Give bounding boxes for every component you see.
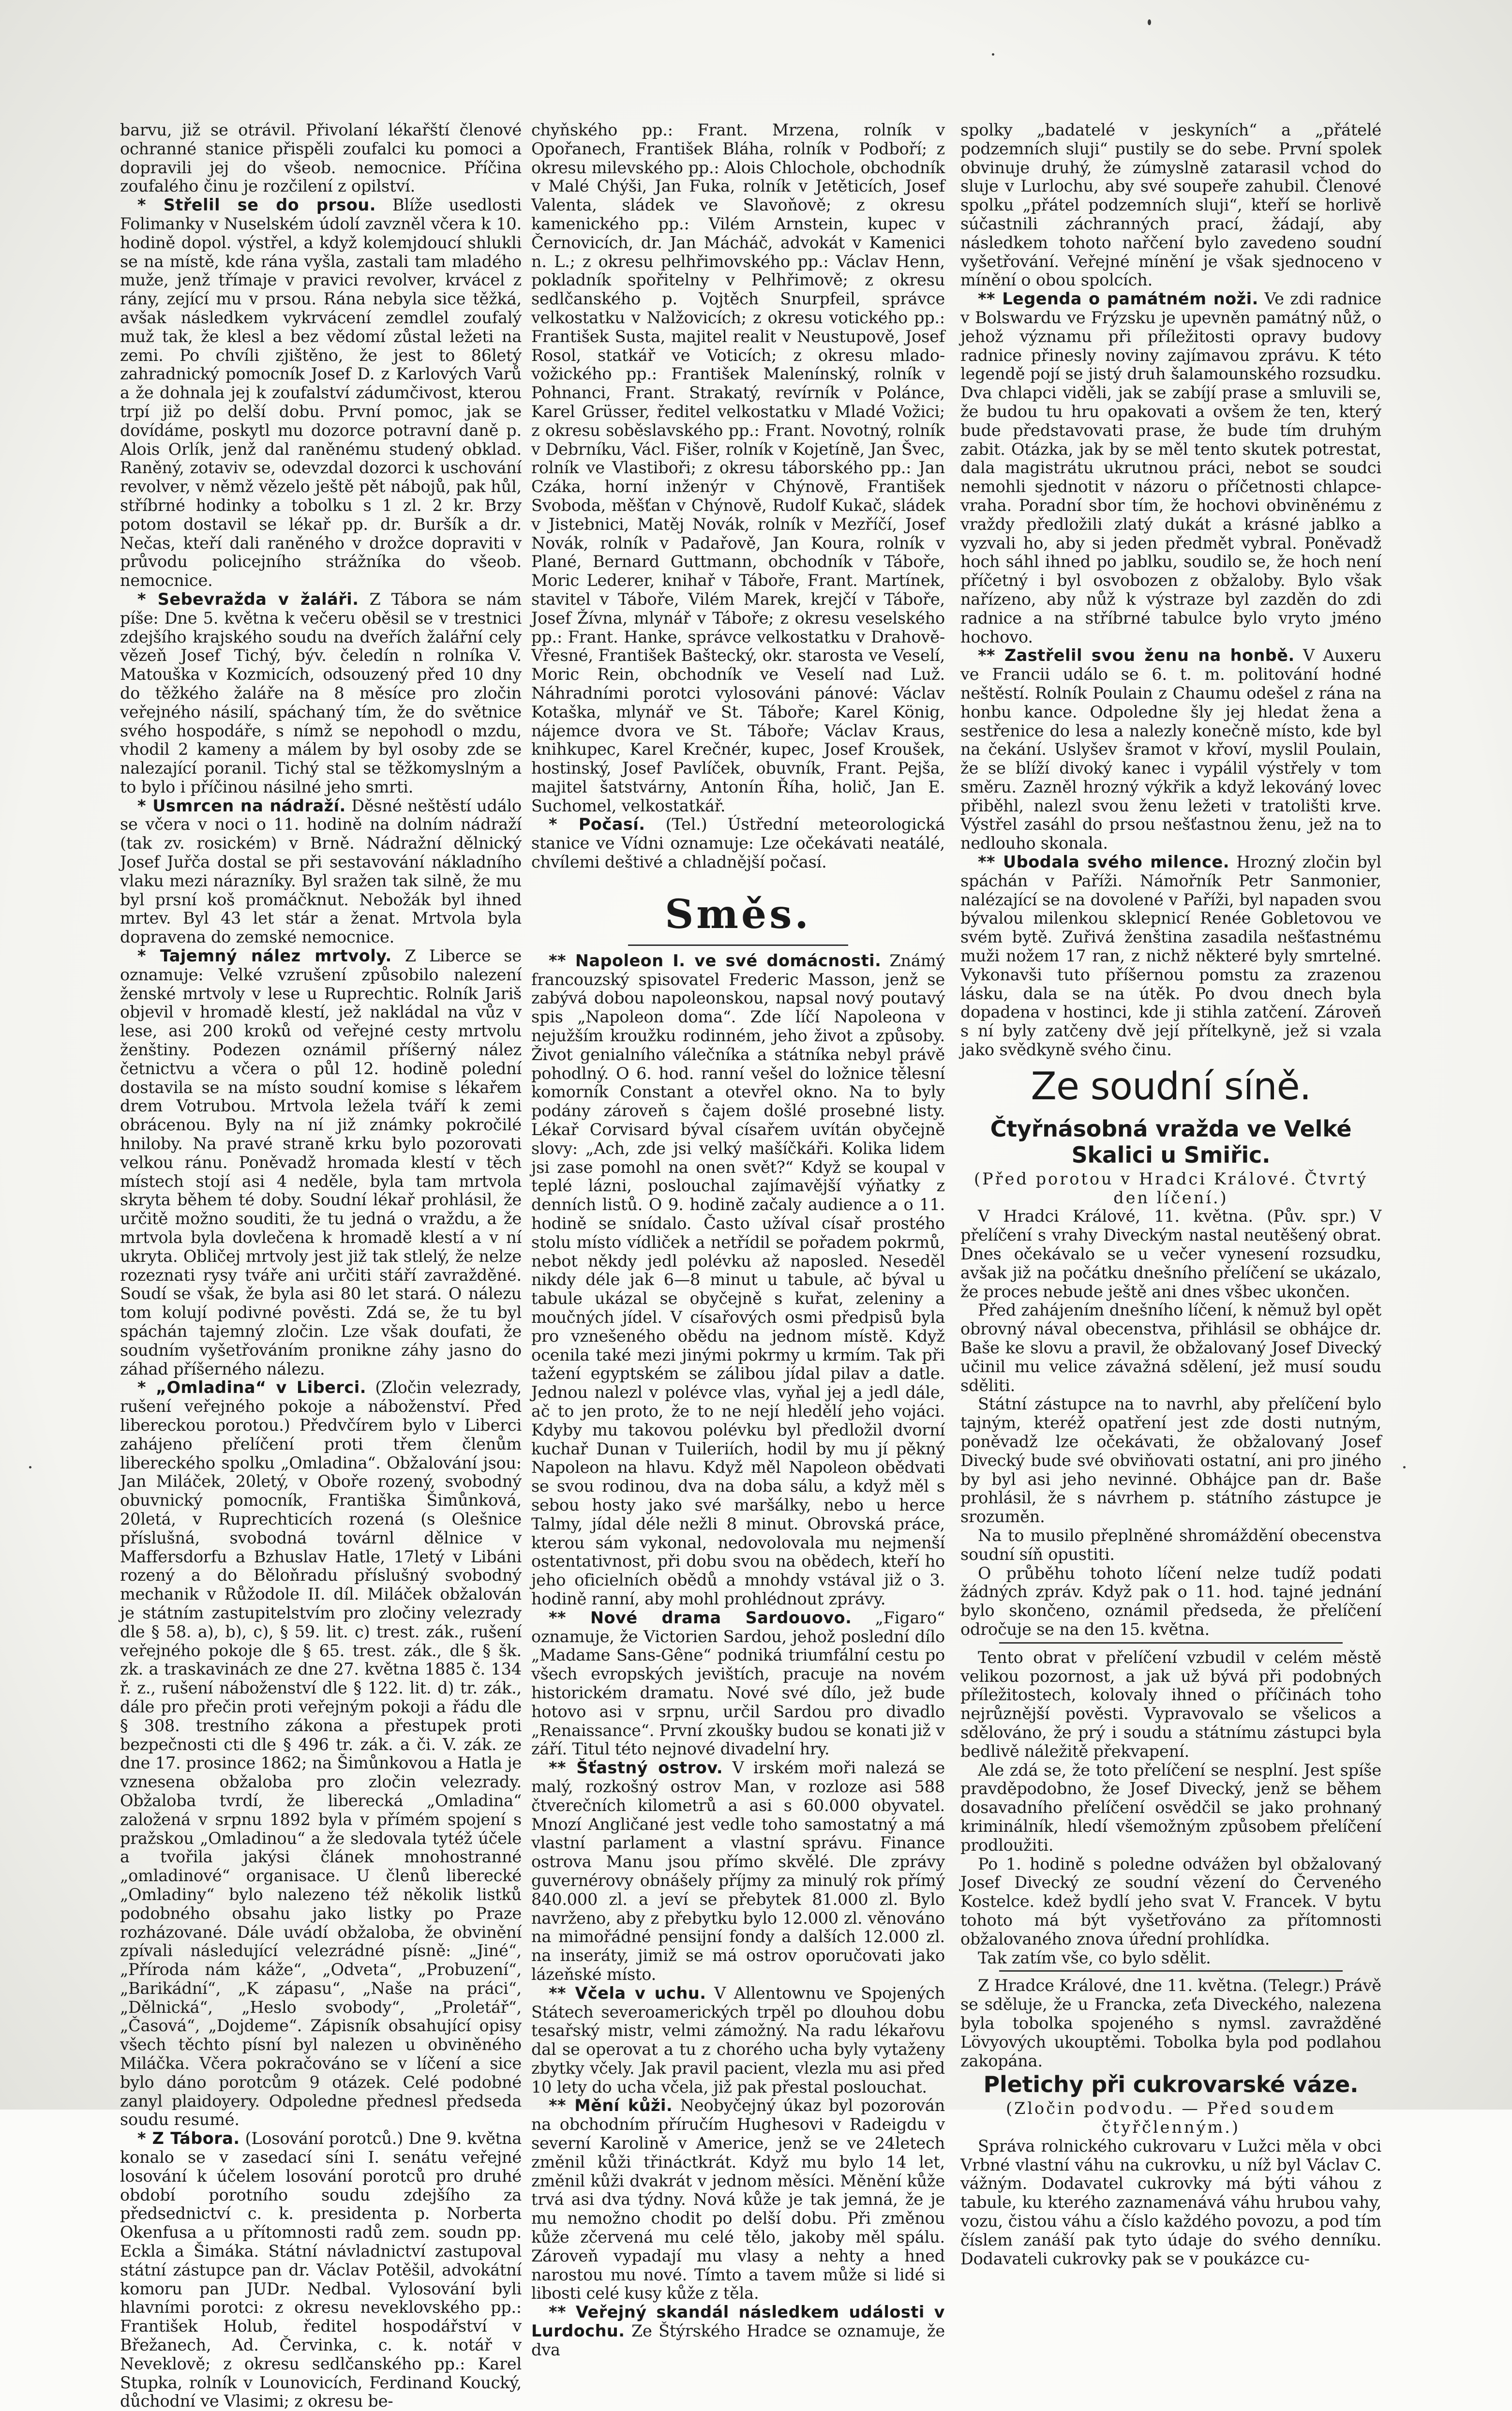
article-text: barvu, již se otrávil. Přivolaní lékařští členové ochranné stanice přispěli zoufalci ku pomoci a dopravili jej do všeob. nemocnice. Příčina zoufalého činu je rozčilení z opilství. xyxy=(120,120,522,196)
text-paragraph xyxy=(960,2137,1381,2269)
article-text: Hrozný zločin byl spáchán v Paříži. Námořník Petr Sanmonier, nalézající se na dovolené v Paříži, byl napaden svou bývalou milenkou sklepnicí Renée Gobletovou ve svém bytě. Zuřivá ženština zasadila nešťastnému muži nožem 17 ran, z nichž některé byly smrtelné. Vykonavši tuto příšernou pomstu za zrazenou lásku, dala se na útěk. Po dvou dnech byla dopadena v hostinci, kde ji stihla zatčení. Zároveň s ní byly zatčeny dvě její přítelkyně, jež si vzala jako svědkyně svého činu. xyxy=(960,853,1381,1060)
article-headline: ** Nové drama Sardouovo. xyxy=(549,1608,852,1627)
article-text: Z Liberce se oznamuje: Velké vzrušení způsobilo nalezení ženské mrtvoly v lese u Ruprechtic. Rolník Jariš objevil v hromadě klestí, jež nakládal na vůz v lese, asi 200 kroků od veřejné cesty mrtvolu ženštiny. Podezen oznámil příšerný nález četnictvu a včera o půl 12. hodině polední dostavila se na místo soudní komise s lékařem drem Votrubou. Mrtvola ležela tváří k zemi obrácenou. Byly na ní již známky pokročilé hniloby. Na pravé straně krku bylo pozorovati velkou ránu. Poněvadž hromada klestí v těch místech stojí asi 4 neděle, byla tam mrtvola skryta během té doby. Soudní lékař prohlásil, že určitě možno souditi, že tu jedná o vraždu, a že mrtvola byla dovlečena k hromadě klestí a v ní ukryta. Obličej mrtvoly jest již tak stlelý, že nelze rozeznati rysy tváře ani určiti stáří zavražděné. Soudí se však, že byla asi 80 let stará. O nálezu tom kolují podivné pověsti. Zdá se, že tu byl spáchán tajemný zločin. Lze však doufati, že soudním vyšetřováním pronikne záhy jasno do záhad příšerného nálezu. xyxy=(120,946,522,1378)
text-paragraph xyxy=(120,121,522,196)
article-text: O průběhu tohoto líčení nelze tudíž podati žádných zpráv. Když pak o 11. hod. tajné jednání bylo skončeno, oznámil předseda, že přelíčení odročuje se na den 15. května. xyxy=(960,1563,1381,1639)
article-paragraph xyxy=(120,2129,522,2411)
article-text: (Před porotou v Hradci Králové. Čtvrtý den líčení.) xyxy=(974,1169,1368,1207)
article-paragraph xyxy=(960,853,1381,1060)
ink-speck xyxy=(1403,1466,1406,1468)
article-paragraph xyxy=(531,952,945,1609)
article-headline: * Tajemný nález mrtvoly. xyxy=(137,946,392,966)
article-headline: * Střelil se do prsou. xyxy=(137,195,376,215)
article-text: (Zločin velezrady, rušení veřejného pokoje a náboženství. Před libereckou porotou.) Předvčírem bylo v Liberci zahájeno přelíčení proti třem členům libereckého spolku „Omladina“. Obžalování jsou: Jan Miláček, 20letý, v Oboře rozený, svobodný obuvnický pomocník, Františka Šimůnková, 20letá, v Ruprechticích rozená (s Olešnice příslušná, svobodná továrnl dělnice v Maffersdorfu a Bzhuslav Hatle, 17letý v Libáni rozený a do Běloňradu příslušný svobodný mechanik v Růžodole II. díl. Miláček obžalován je státním zastupitelstvím pro zločiny velezrady dle § 58. a), b), c), § 59. lit. c) trest. zák., rušení veřejného pokoje dle § 65. trest. zák., dle § šk. zk. a traskavinách ze dne 27. května 1885 č. 134 ř. z., rušení náboženství dle § 122. lit. d) tr. zák., dále pro přečin proti veřejným pokoji a řádu dle § 308. trestního zákona a přestupek proti bezpečnosti cti dle § 496 tr. zák. a či. V. zák. ze dne 17. prosince 1862; na Šimůnkovou a Hatla je vznesena obžaloba pro zločin velezrady. Obžaloba tvrdí, že liberecká „Omladina“ založená v srpnu 1892 byla v přímém spojení s pražskou „Omladinou“ a že sledovala tytéž účele a tvořila jakýsi článek mnohostranné „omladinové“ organisace. U členů liberecké „Omladiny“ bylo nalezeno též několik listků podobného obsahu jako listky po Praze rozházované. Dále uvádí obžaloba, že obvinění zpívali následující velezrádné písně: „Jiné“, „Příroda nám káže“, „Odveta“, „Probuzení“, „Barikádní“, „K zápasu“, „Naše na práci“, „Dělnická“, „Heslo svobody“, „Proletář“, „Časová“, „Dojdeme“. Zápisník obsahující opisy všech těchto písní byl nalezen u obviněného Miláčka. Včera pokračováno se v líčení a sice bylo dáno porotcům 9 otázek. Celé podobné zanyl plaidoyery. Odpoledne přednesl předseda soudu resumé. xyxy=(120,1378,522,2129)
article-paragraph xyxy=(120,590,522,797)
ink-speck xyxy=(1148,19,1151,25)
article-headline: ** Mění kůži. xyxy=(549,2096,673,2115)
article-text: Neobyčejný úkaz byl pozorován na obchodním příručím Hughesovi v Radeigdu v severní Karolině v Americe, jenž se ve 24letech změnil kůži třináctkrát. Když mu bylo 14 let, změnil kůži dvakrát v jednom měsíci. Měnění kůže trvá asi dva týdny. Nová kůže je tak jemná, že je mu nemožno chodit po delší dobu. Při změnou kůže zčervená mu celé tělo, jakoby měl spálu. Zároveň vypadají mu vlasy a nehty a hned narostou mu nové. Tímto a tavem může si lidé si libosti celé kusy kůže z těla. xyxy=(531,2096,945,2303)
article-text: Po 1. hodině s poledne odvážen byl obžalovaný Josef Divecký ze soudní vězení do Červeného Kostelce. kdež bydlí jeho svat V. Francek. V bytu tohoto má být vyšetřováno za přítomnosti obžalovaného znova úřední prohlídka. xyxy=(960,1854,1381,1948)
ink-speck xyxy=(29,1466,31,1468)
article-headline: ** Ubodala svého milence. xyxy=(978,853,1229,872)
article-paragraph xyxy=(960,646,1381,853)
article-headline: * Sebevražda v žaláři. xyxy=(137,589,359,609)
article-text: (Losování porotců.) Dne 9. května konalo se v zasedací síni I. senátu veřejné losování k účelem losování porotců pro druhé období porotního soudu zdejšího za předsednictví c. k. presidenta p. Norberta Okenfusa a u přítomnosti radů zem. soudn pp. Eckla a Šimáka. Státní návladnictví zastupoval státní zástupce pan dr. Václav Potěšil, advokátní komoru pan JUDr. Nedbal. Vylosování byli hlavními porotci: z okresu neveklovského pp.: František Holub, ředitel hospodářství v Břežanech, Ad. Červinka, c. k. notář v Neveklově; z okresu sedlčanského pp.: Karel Stupka, rolník v Lounovicích, Ferdinand Koucký, důchodní ve Vlasimi; z okresu be- xyxy=(120,2129,522,2411)
article-headline: ** Napoleon I. ve své domácnosti. xyxy=(549,951,882,970)
article-paragraph xyxy=(531,1759,945,1984)
text-paragraph xyxy=(960,1977,1381,2070)
article-headline: * Z Tábora. xyxy=(137,2129,240,2148)
text-paragraph xyxy=(531,121,945,815)
text-paragraph xyxy=(960,1761,1381,1855)
article-headline: ** Veřejný skandál následkem události v Lurdochu. xyxy=(531,2303,945,2341)
article-headline: * Usmrcen na nádraží. xyxy=(137,796,346,815)
text-paragraph xyxy=(960,1527,1381,1564)
article-paragraph xyxy=(960,290,1381,646)
ink-speck xyxy=(992,53,994,56)
article-headline: ** Šťastný ostrov. xyxy=(549,1758,723,1778)
text-paragraph xyxy=(960,2099,1381,2137)
article-paragraph xyxy=(120,797,522,947)
article-text: Tak zatím vše, co bylo sdělit. xyxy=(978,1948,1211,1967)
text-paragraph xyxy=(960,121,1381,290)
article-text: Správa rolnického cukrovaru v Lužci měla v obci Vrbné vlastní váhu na cukrovku, u níž byl Václav C. vážným. Dodavatel cukrovky má býti váhou z tabule, ku kterého zaznamenává váhu hrubou vahy, vozu, čistou váhu a číslo každého povozu, a pod tím číslem zanáší pak tyto údaje do svého denníku. Dodavateli cukrovky pak se v poukázce cu- xyxy=(960,2136,1381,2268)
article-text: Blíže usedlosti Folimanky v Nuselském údolí zavzněl včera k 10. hodině dopol. výstřel, a když kolemjdoucí shlukli se na místě, kde rána vyšla, zastali tam mladého muže, jenž třímaje v pravici revolver, krvácel z rány, zející mu v prsou. Rána nebyla sice těžká, avšak následkem vykrvácení zemdlel zoufalý muž tak, že klesl a bez vědomí zůstal ležeti na zemi. Po chvíli zjištěno, že jest to 86letý zahradnický pomocník Josef D. z Karlových Varů a že dohnala jej k zoufalství zádumčivost, kterou trpí již po delší dobu. První pomoc, jak se dovídáme, poskytl mu dozorce potravní daně p. Alois Orlík, jenž dal raněnému studený obklad. Raněný, zotaviv se, odevzdal dozorci k uschování revolver, v němž vězelo ještě pět nábojů, pak hůl, stříbrné hodinky a tobolku s 1 zl. 2 kr. Brzy potom dostavil se lékař pp. dr. Buršík a dr. Nečas, kteří dali raněného v drožce dopraviti v průvodu policejního strážníka do všeob. nemocnice. xyxy=(120,195,522,590)
article-headline: * „Omladina“ v Liberci. xyxy=(137,1378,366,1397)
text-paragraph xyxy=(960,1648,1381,1761)
article-text: V Allentownu ve Spojených Státech severoamerických trpěl po dlouhou dobu tesařský mistr, velmi zámožný. Na radu lékařovu dal se operovat a tu z chorého ucha byly vytaženy zbytky včely. Jak pravil pacient, vlezla mu asi před 10 lety do ucha včela, již pak přestal poslouchat. xyxy=(531,1983,945,2097)
column-right xyxy=(960,120,1382,2268)
article-text: (Zločin podvodu. — Před soudem čtyřčlenným.) xyxy=(1006,2099,1336,2137)
article-paragraph xyxy=(531,2097,945,2303)
article-divider xyxy=(999,1970,1343,1972)
section-heading: Směs. xyxy=(665,891,811,938)
article-paragraph xyxy=(120,947,522,1378)
text-paragraph xyxy=(960,1301,1381,1395)
article-headline: ** Zastřelil svou ženu na honbě. xyxy=(978,646,1295,665)
article-divider xyxy=(999,1642,1343,1644)
text-paragraph xyxy=(960,1564,1381,1639)
article-text: Ze Štýrského Hradce se oznamuje, že dva xyxy=(531,2321,945,2359)
text-paragraph xyxy=(960,1949,1381,1968)
article-text: Před zahájením dnešního líčení, k němuž byl opět obrovný nával obecenstva, přihlásil se obhájce dr. Baše ke slovu a pravil, že obžalovaný Josef Divecký učinil mu velice závažná sdělení, jež musí soudu sděliti. xyxy=(960,1301,1381,1395)
article-text: Děsné neštěstí událo se včera v noci o 11. hodině na dolním nádraží (tak zv. rosickém) v Brně. Nádražní dělnický Josef Juřča dostal se při sestavování nákladního vlaku mezi nárazníky. Byl sražen tak silně, že mu byl prsní koš promáčknut. Nebožák byl ihned mrtev. Byl 43 let stár a ženat. Mrtvola byla dopravena do zemské nemocnice. xyxy=(120,796,522,947)
text-paragraph xyxy=(960,1207,1381,1301)
column-left xyxy=(120,120,522,2411)
article-text: Na to musilo přeplněné shromáždění obecenstva soudní síň opustiti. xyxy=(960,1526,1381,1564)
article-title: Čtyřnásobná vražda ve Velké Skalici u Smiřic. xyxy=(990,1115,1352,1168)
article-text: spolky „badatelé v jeskyních“ a „přátelé podzemních sluji“ pustily se do sebe. První spolek obvinuje druhý, že zúmyslně zatarasil vchod do sluje v Lurlochu, aby své soupeře zahubil. Členové spolku „přátel podzemních sluji“, kteří se horlivě súčastnili záchranných prací, žádají, aby následkem tohoto nařčení bylo zavedeno soudní vyšetřování. Veřejné mínění je však sjednoceno v mínění o obou spolcích. xyxy=(960,120,1381,290)
article-headline: ** Legenda o památném noži. xyxy=(978,289,1258,309)
article-title: Pletichy při cukrovarské váze. xyxy=(983,2071,1359,2098)
article-text: Z Tábora se nám píše: Dne 5. května k večeru oběsil se v trestnici zdejšího krajského soudu na dveřích žalářní cely vězeň Josef Tichý, býv. čeledín n rolníka V. Matouška v Kozmicích, odsouzený před 10 dny do těžkého žaláře na 8 měsíce pro zločin veřejného násilí, spáchaný tím, že do světnice svého hospodáře, s nímž se nepohodl o mzdu, vhodil 2 kameny a málem by byl osoby zde se nalezající poranil. Tichý stal se těžkomyslným a to bylo i příčinou násilné jeho smrti. xyxy=(120,589,522,796)
article-text: V Auxeru ve Francii událo se 6. t. m. politování hodné neštěstí. Rolník Poulain z Chaumu odešel z rána na honbu kance. Odpoledne šly jej hledat žena a sestřenice do lesa a nalezly konečně místo, kde byl na čekání. Uslyšev šramot v křoví, myslil Poulain, že se blíží divoký kanec i vypálil výstřely v tom směru. Zazněl hrozný výkřik a když lekováný lovec přiběhl, nalezl svou ženu ležeti v tratolišti krve. Výstřel zasáhl do prsou nešťastnou ženu, jež na to nedlouho skonala. xyxy=(960,646,1382,853)
article-text: chyňského pp.: Frant. Mrzena, rolník v Opořanech, František Bláha, rolník v Podboří; z okresu milevského pp.: Alois Chlochole, obchodník v Malé Chýši, Jan Fuka, rolník v Jetěticích, Josef Valenta, sládek ve Slavoňově; z okresu kamenického pp.: Vilém Arnstein, kupec v Černovicích, dr. Jan Mácháč, advokát v Kamenici n. L.; z okresu pelhřimovského pp.: Václav Henn, pokladník spořitelny v Pelhřimově; z okresu sedlčanského p. Vojtěch Snurpfeil, správce velkostatku v Nalžovicích; z okresu votického pp.: František Susta, majitel realit v Neustupově, Josef Rosol, statkář ve Voticích; z okresu mlado-vožického pp.: František Malenínský, rolník v Pohnanci, Frant. Strakatý, revírník v Polánce, Karel Grüsser, ředitel velkostatku v Mladé Vožici; z okresu soběslavského pp.: Frant. Novotný, rolník v Debrníku, Václ. Fišer, rolník v Kojetíně, Jan Švec, rolník ve Vlastiboři; z okresu táborského pp.: Jan Czáka, horní inženýr v Chýnově, František Svoboda, měšťan v Chýnově, Rudolf Kukač, sládek v Jistebnici, Matěj Novák, rolník v Mezříčí, Josef Novák, rolník v Padařově, Jan Koura, rolník v Plané, Bernard Guttmann, obchodník v Táboře, Moric Lederer, knihař v Táboře, Frant. Martínek, stavitel v Táboře, Vilém Marek, krejčí v Táboře, Josef Žívna, mlynář v Táboře; z okresu veselského pp.: Frant. Hanke, správce velkostatku v Drahově-Vřesné, František Baštecký, okr. starosta ve Veselí, Moric Rein, obchodník ve Veselí nad Luž. Náhradními porotci vylosováni pánové: Václav Kotaška, mlynář ve St. Táboře; Karel König, nájemce dvora ve St. Táboře; Václav Kraus, knihkupec, Karel Krečnér, kupec, Josef Kroušek, hostinský, Josef Pavlíček, obuvník, Frant. Pejša, majitel šatstvárny, Antonín Říha, holič, Jan E. Suchomel, velkostatkář. xyxy=(531,120,945,815)
article-text: Ve zdi radnice v Bolswardu ve Frýzsku je upevněn památný nůž, o jehož významu při příležitosti opravy budovy radnice přinesly noviny zajímavou zprávu. K této legendě pojí se jistý druh šalamounského rozsudku. Dva chlapci viděli, jak se zabíjí prase a smluvili se, že budou tu hru opakovati a ovšem že ten, který bude představovati prase, že bude tím druhým zabit. Otázka, jak by se měl tento skutek potrestat, dala magistrátu ukrutnou práci, nebot se soudci nemohli sjednotit v názoru o příčetnosti chlapce-vraha. Poradní sbor tím, že hochovi obviněnému z vraždy předložili zlatý dukát a krásné jablko a vyzvali ho, aby si jeden předmět vybral. Poněvadž hoch sáhl ihned po jablku, soudilo se, že hoch není příčetný i byl osvobozen z obžaloby. Bylo však nařízeno, aby nůž k výstraze byl zazděn do zdi radnice a na stříbrné tabulce bylo vryto jméno hochovo. xyxy=(960,289,1382,646)
article-text: Známý francouzský spisovatel Frederic Masson, jenž se zabývá dobou napoleonskou, napsal nový poutavý spis „Napoleon doma“. Zde líčí Napoleona v nejužším kroužku rodinném, jeho život a způsoby. Život genialního válečníka a státníka nebyl právě pohodlný. O 6. hod. ranní vešel do ložnice tělesní komorník Constant a otevřel okno. Na to byly podány zároveň s čajem došlé prosebné listy. Lékař Corvisard býval císařem uvítán obyčejně slovy: „Ach, zde jsi velký mašíčkáři. Kolika lidem jsi zase pomohl na onen svět?“ Když se koupal v teplé lázni, poslouchal zajímavější výňatky z denních listů. O 9. hodině začaly audience a o 11. hodině se snídalo. Často užíval císař prostého stolu místo vídliček a netřídil se pořadem pokrmů, nebot někdy jedl polévku až naposled. Neseděl nikdy déle jak 6—8 minut u tabule, ač býval u tabule ukázal se obyčejně s kuřat, zeleniny a moučných jídel. V císařových osmi předpisů byla pro vznešeného obědu na jednom místě. Když ocenila také mezi jinými pokrmy u krmím. Tak při tažení egyptském se zálibou jídal pilav a datle. Jednou nalezl v polévce vlas, vyňal jej a jedl dále, ač to jen proto, že to ne nejí hledělí jeho vojáci. Kdyby mu takovou polévku byl předložil dvorní kuchař Dunan v Tuileriích, hodil by mu jí pěkný Napoleon na hlavu. Když měl Napoleon obědvati se svou rodinou, dva na doba sálu, a když měl s sebou hosty jako své maršálky, nebo u herce Talmy, jídal déle nežli 8 minut. Obrovská práce, kterou sám vykonal, nedovolovala mu nejmenší ostentativnost, při dobu svou na obědech, kteří ho jeho oficielních obědů a mnohdy vstával již o 3. hodině ranní, aby mohl prohlédnout zprávy. xyxy=(531,951,945,1608)
article-paragraph xyxy=(120,196,522,590)
article-text: V Hradci Králové, 11. května. (Pův. spr.) V přelíčení s vrahy Diveckým nastal neutěšený obrat. Dnes očekávalo se u večer vynesení rozsudku, avšak již na počátku dnešního přelíčení se ukázalo, že proces nebude ještě ani dnes všbec ukončen. xyxy=(960,1207,1381,1301)
article-text: Státní zástupce na to navrhl, aby přelíčení bylo tajným, kteréž opatření jest zde dosti nutným, poněvadž lze očekávati, že obžalovaný Josef Divecký bude své obviňovati ostatní, ani pro jiného by byl asi jeho nevinné. Obhájce pan dr. Baše prohlásil, že s návrhem p. státního zástupce je srozuměn. xyxy=(960,1394,1381,1527)
section-heading: Ze soudní síně. xyxy=(1031,1064,1311,1108)
text-paragraph xyxy=(960,1395,1381,1527)
article-text: „Figaro“ oznamuje, že Victorien Sardou, jehož poslední dílo „Madame Sans-Gêne“ podniká triumfální cestu po všech evropských jevištích, pracuje na novém historickém dramatu. Nové své dílo, jež bude hotovo asi v srpnu, určil Sardou pro divadlo „Renaissance“. První zkoušky budou se konati již v září. Titul této nejnové divadelní hry. xyxy=(531,1608,945,1759)
article-text: V irském moři nalezá se malý, rozkošný ostrov Man, v rozloze asi 588 čtverečních kilometrů a asi s 60.000 obyvatel. Mnozí Angličané jest vedle toho samostatný a má vlastní parlament a vlastní správu. Finance ostrova Manu jsou přímo skvělé. Dle zprávy guvernérovy obnášely příjmy za minulý rok přímý 840.000 zl. a jeví se přebytek 81.000 zl. Bylo navrženo, aby z přebytku bylo 12.000 zl. věnováno na mimořádné pensijní fondy a dalších 12.000 zl. na inseráty, jimiž se má ostrov oporučovati jako lázeňské místo. xyxy=(531,1758,945,1984)
article-paragraph xyxy=(531,2303,945,2359)
article-headline: ** Včela v uchu. xyxy=(549,1983,706,2003)
article-paragraph xyxy=(120,1378,522,2129)
article-headline: * Počasí. xyxy=(549,815,645,834)
text-paragraph xyxy=(960,1855,1381,1949)
article-paragraph xyxy=(531,1609,945,1759)
article-text: (Tel.) Ústřední meteorologická stanice ve Vídni oznamuje: Lze očekávati neatálé, chvílemi deštivé a chladnější počasí. xyxy=(531,815,945,872)
article-paragraph xyxy=(531,1984,945,2097)
article-text: Ale zdá se, že toto přelíčení se nesplní. Jest spíše pravděpodobno, že Josef Divecký, jenž se během dosavadního přelíčení osvědčil se jako prohnaný kriminálník, hledí všemožným způsobem přelíčení prodloužiti. xyxy=(960,1760,1381,1855)
text-paragraph xyxy=(960,1170,1381,1208)
article-text: Z Hradce Králové, dne 11. května. (Telegr.) Právě se sděluje, že u Francka, zeťa Diveckého, nalezena byla tobolka spojeného s nymsl. zavražděné Lövyových ukouptěmi. Tobolka byla pod podlahou zakopána. xyxy=(960,1976,1381,2070)
article-text: Tento obrat v přelíčení vzbudil v celém městě velikou pozornost, a jak už bývá při podobných příležitostech, kolovaly ihned o příčinách toho nejrůznější pověsti. Vypravovalo se všelicos a sdělováno, že prý i soudu a státnímu zástupci byla bedlivě náležitě překvapení. xyxy=(960,1647,1381,1761)
column-middle xyxy=(531,120,945,2359)
article-paragraph xyxy=(531,815,945,871)
section-divider xyxy=(628,944,848,946)
